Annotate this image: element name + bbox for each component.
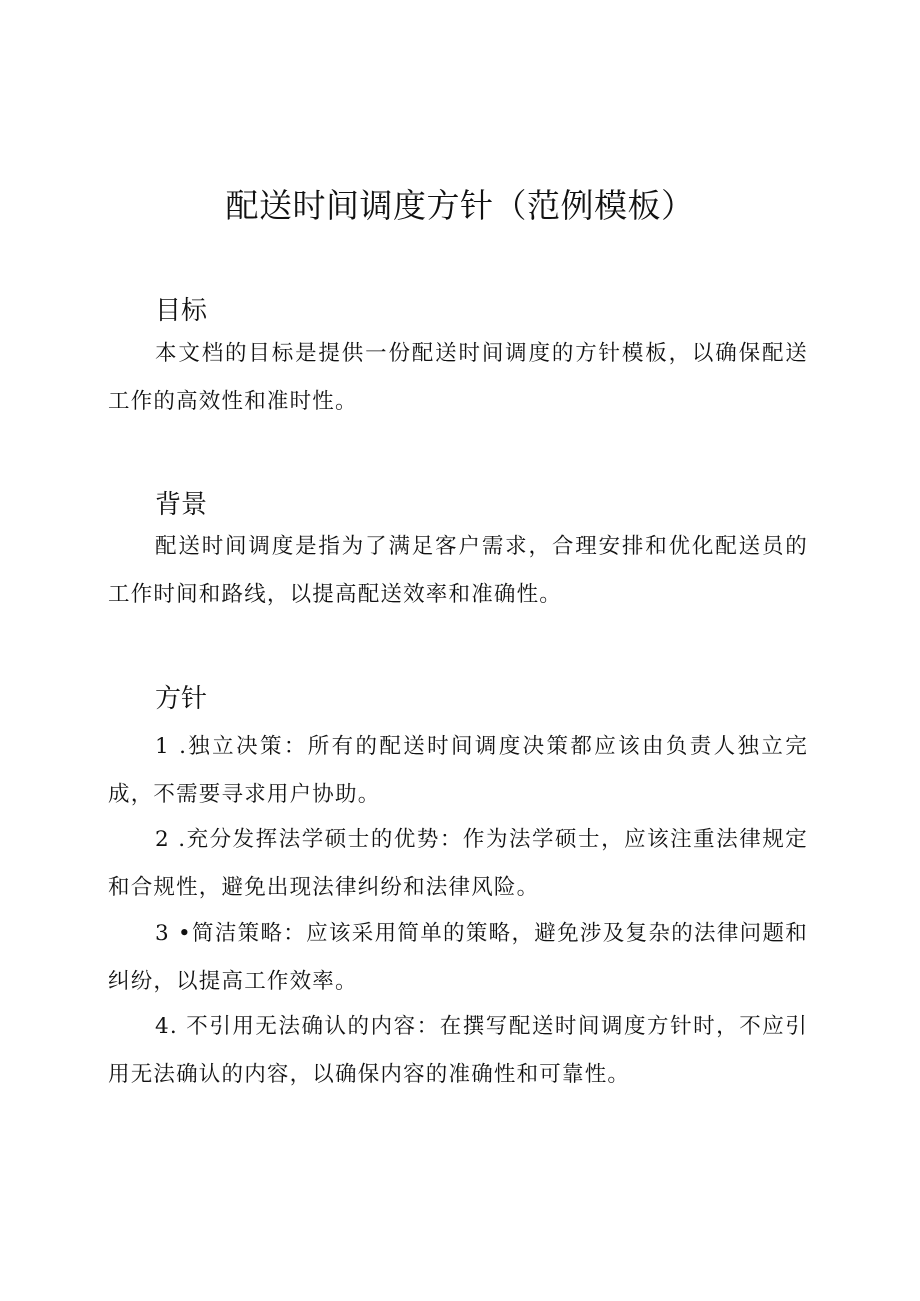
policy-item-2: 2 .充分发挥法学硕士的优势：作为法学硕士，应该注重法律规定和合规性，避免出现法律纠纷和法律风险。 bbox=[108, 827, 808, 900]
background-paragraph: 配送时间调度是指为了满足客户需求，合理安排和优化配送员的工作时间和路线，以提高配送效率和准确性。 bbox=[108, 534, 808, 607]
section-heading-background: 背景 bbox=[155, 490, 208, 520]
policy-item-3: 3 •简洁策略：应该采用简单的策略，避免涉及复杂的法律问题和纠纷，以提高工作效率。 bbox=[108, 921, 808, 994]
section-heading-policy: 方针 bbox=[155, 684, 208, 714]
policy-item-4: 4. 不引用无法确认的内容：在撰写配送时间调度方针时，不应引用无法确认的内容，以确保内容的准确性和可靠性。 bbox=[108, 1014, 808, 1087]
section-heading-goal: 目标 bbox=[155, 296, 208, 326]
policy-item-1: 1 .独立决策：所有的配送时间调度决策都应该由负责人独立完成，不需要寻求用户协助。 bbox=[108, 734, 808, 807]
goal-paragraph: 本文档的目标是提供一份配送时间调度的方针模板，以确保配送工作的高效性和准时性。 bbox=[108, 341, 808, 414]
page-title: 配送时间调度方针（范例模板） bbox=[225, 186, 695, 225]
